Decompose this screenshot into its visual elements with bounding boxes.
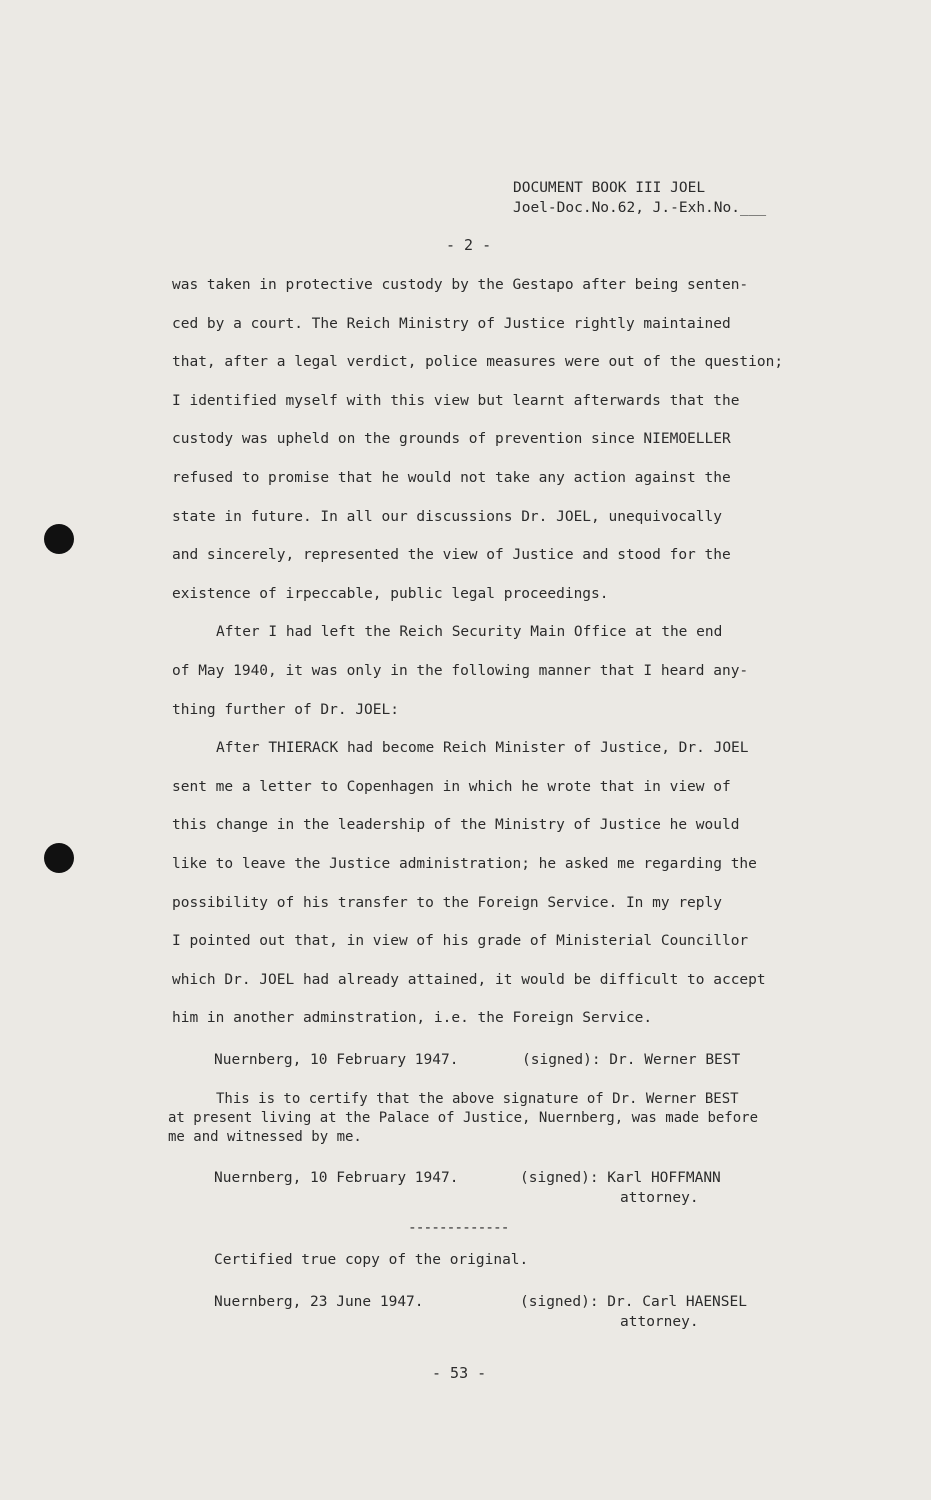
body-line: thing further of Dr. JOEL:: [172, 701, 399, 718]
signature-block-hoffmann: [214, 1168, 721, 1206]
body-line: I pointed out that, in view of his grade of Ministerial Councillor: [172, 933, 749, 950]
certification-line: This is to certify that the above signature of Dr. Werner BEST: [216, 1091, 739, 1107]
body-line: custody was upheld on the grounds of prevention since NIEMOELLER: [172, 431, 731, 448]
page-marker: - 2 -: [446, 236, 492, 254]
body-line: like to leave the Justice administration; he asked me regarding the: [172, 855, 757, 872]
signature-signed: (signed): Dr. Werner BEST: [522, 1052, 741, 1068]
body-line: sent me a letter to Copenhagen in which he wrote that in view of: [172, 778, 731, 795]
signature-place-date: Nuernberg, 23 June 1947.: [214, 1294, 424, 1310]
signature-signed-block: [520, 1292, 747, 1332]
body-line: this change in the leadership of the Ministry of Justice he would: [172, 817, 740, 834]
separator-line: -------------: [408, 1220, 509, 1236]
certification-line: me and witnessed by me.: [168, 1129, 362, 1145]
punch-hole: [44, 524, 74, 554]
signature-signed: (signed): Dr. Carl HAENSEL: [520, 1294, 747, 1310]
document-header: [513, 178, 766, 218]
signature-block-best: [214, 1052, 741, 1068]
body-line: state in future. In all our discussions Dr. JOEL, unequivocally: [172, 508, 722, 525]
body-line: existence of irpeccable, public legal proceedings.: [172, 585, 609, 602]
body-line: of May 1940, it was only in the following manner that I heard any-: [172, 662, 749, 679]
footer-page-number: - 53 -: [432, 1364, 487, 1382]
body-line: After I had left the Reich Security Main Office at the end: [216, 624, 723, 641]
body-line: ced by a court. The Reich Ministry of Justice rightly maintained: [172, 315, 731, 332]
header-title: DOCUMENT BOOK III JOEL: [513, 180, 706, 196]
body-line: him in another adminstration, i.e. the Foreign Service.: [172, 1010, 653, 1027]
body-line: that, after a legal verdict, police measures were out of the question;: [172, 354, 784, 371]
signature-title: attorney.: [620, 1314, 699, 1330]
certification-text: [168, 1090, 758, 1147]
body-text: [172, 272, 847, 1044]
body-line: and sincerely, represented the view of Justice and stood for the: [172, 547, 731, 564]
body-line: After THIERACK had become Reich Minister of Justice, Dr. JOEL: [216, 740, 749, 757]
signature-signed-block: [520, 1168, 721, 1208]
header-doc-number: Joel-Doc.No.62, J.-Exh.No.___: [513, 200, 767, 216]
signature-block-haensel: [214, 1292, 747, 1330]
signature-signed: (signed): Karl HOFFMANN: [520, 1170, 721, 1186]
body-line: which Dr. JOEL had already attained, it would be difficult to accept: [172, 971, 766, 988]
certified-copy-text: Certified true copy of the original.: [214, 1252, 529, 1268]
body-line: was taken in protective custody by the Gestapo after being senten-: [172, 277, 749, 293]
body-line: possibility of his transfer to the Foreign Service. In my reply: [172, 894, 722, 911]
body-line: refused to promise that he would not take any action against the: [172, 469, 731, 486]
certification-line: at present living at the Palace of Justice, Nuernberg, was made before: [168, 1110, 759, 1126]
signature-title: attorney.: [620, 1190, 699, 1206]
body-line: I identified myself with this view but learnt afterwards that the: [172, 392, 740, 409]
signature-place-date: Nuernberg, 10 February 1947.: [214, 1052, 459, 1068]
punch-hole: [44, 843, 74, 873]
signature-place-date: Nuernberg, 10 February 1947.: [214, 1170, 459, 1186]
